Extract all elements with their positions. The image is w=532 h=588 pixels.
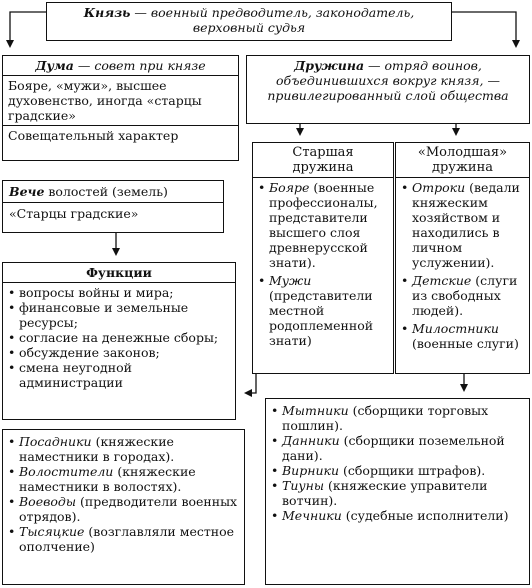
- junior-item: • Детские (слуги из свободных людей).: [400, 273, 525, 318]
- duma-character: Совещательный характер: [3, 125, 238, 145]
- senior-item: • Бояре (военные профессионалы, представители высшего слоя древнерусской знати).: [257, 180, 389, 270]
- official-item: • Тиуны (княжеские управители вотчин).: [270, 478, 525, 508]
- veche-members: «Старцы градские»: [3, 202, 223, 224]
- druzhina-title: Дружина: [294, 58, 365, 73]
- senior-druzhina-list: [257, 180, 389, 348]
- function-item: • обсуждение законов;: [7, 345, 231, 360]
- function-item: • вопросы войны и мира;: [7, 285, 231, 300]
- junior-druzhina-box: [395, 142, 530, 374]
- arrow-senior-officials: [246, 374, 256, 393]
- functions-box: [2, 262, 236, 420]
- official-item: • Мытники (сборщики торговых пошлин).: [270, 403, 525, 433]
- functions-list: [7, 285, 231, 390]
- official-item: • Данники (сборщики поземельной дани).: [270, 433, 525, 463]
- junior-item: • Милостники (военные слуги): [400, 321, 525, 351]
- official-item: • Тысяцкие (возглавляли местное ополчение): [7, 524, 240, 554]
- senior-item: • Мужи (представители местной родоплеменной знати): [257, 273, 389, 348]
- veche-header: [3, 181, 223, 202]
- veche-box: [2, 180, 224, 233]
- veche-title: Вече: [9, 184, 45, 199]
- function-item: • смена неугодной администрации: [7, 360, 231, 390]
- officials-right-list: [270, 403, 525, 523]
- duma-box: [2, 55, 239, 161]
- arrow-knyaz-duma: [10, 12, 46, 46]
- function-item: • согласие на денежные сборы;: [7, 330, 231, 345]
- druzhina-desc: — отряд воинов, объединившихся вокруг князя, — привилегированный слой общества: [267, 58, 509, 103]
- junior-item: • Отроки (ведали княжеским хозяйством и находились в личном услужении).: [400, 180, 525, 270]
- knyaz-box: [46, 2, 452, 41]
- duma-desc: — совет при князе: [73, 58, 206, 73]
- knyaz-title: Князь: [83, 5, 131, 20]
- duma-header: [3, 56, 238, 75]
- function-item: • финансовые и земельные ресурсы;: [7, 300, 231, 330]
- official-item: • Вирники (сборщики штрафов).: [270, 463, 525, 478]
- junior-druzhina-list: [400, 180, 525, 351]
- functions-title: Функции: [86, 265, 152, 280]
- veche-desc: волостей (земель): [44, 184, 168, 199]
- duma-members: Бояре, «мужи», высшее духовенство, иногда «старцы градские»: [3, 75, 238, 125]
- official-item: • Посадники (княжеские наместники в городах).: [7, 434, 240, 464]
- knyaz-desc: — военный предводитель, законодатель, верховный судья: [130, 5, 415, 35]
- senior-druzhina-box: [252, 142, 394, 374]
- official-item: • Волостители (княжеские наместники в волостях).: [7, 464, 240, 494]
- arrow-knyaz-druzhina: [452, 12, 516, 46]
- official-item: • Мечники (судебные исполнители): [270, 508, 525, 523]
- druzhina-box: [246, 55, 530, 124]
- officials-left-box: [2, 429, 245, 585]
- junior-druzhina-title: «Молодшая» дружина: [417, 145, 508, 175]
- official-item: • Воеводы (предводители военных отрядов).: [7, 494, 240, 524]
- duma-title: Дума: [35, 58, 74, 73]
- senior-druzhina-title: Старшая дружина: [292, 145, 354, 175]
- officials-left-list: [7, 434, 240, 554]
- officials-right-box: [265, 398, 530, 585]
